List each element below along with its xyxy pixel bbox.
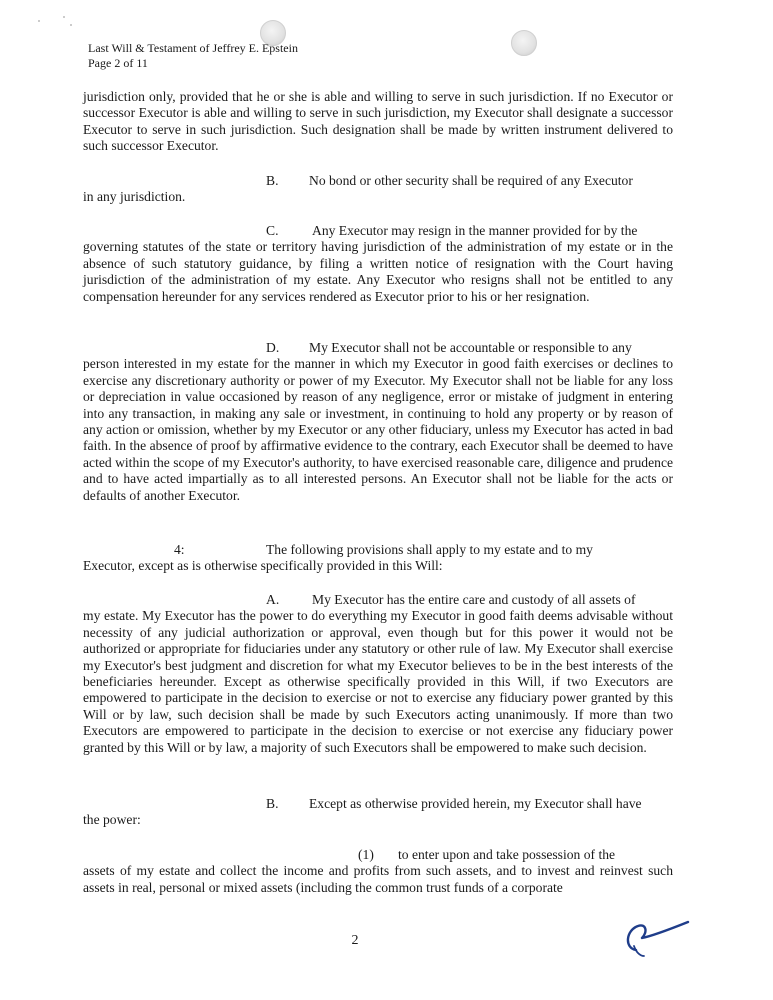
subclause-1-rest: assets of my estate and collect the income and profits from such assets, and to invest and reinvest such assets in real, personal or mixed assets (including the common trust funds of a corporate [83, 863, 673, 895]
paragraph-c [83, 223, 673, 305]
scan-speck [63, 16, 65, 18]
clause-b-rest: in any jurisdiction. [83, 189, 186, 205]
clause-c-lead: Any Executor may resign in the manner provided for by the [312, 223, 638, 238]
clause-label-b: B. [266, 173, 279, 188]
punch-hole-right [511, 30, 537, 56]
clause-label-4b: B. [266, 796, 279, 811]
subclause-label-1: (1) [358, 847, 374, 862]
paragraph-4b-1 [83, 847, 673, 896]
page-number: 2 [351, 933, 359, 948]
clause-label-4a: A. [266, 592, 280, 607]
scan-speck [70, 24, 72, 26]
clause-4b-rest: the power: [83, 812, 141, 828]
article-label-4: 4: [174, 542, 185, 557]
subclause-1-lead: to enter upon and take possession of the [398, 847, 616, 862]
clause-label-d: D. [266, 340, 280, 355]
clause-4a-rest: my estate. My Executor has the power to do everything my Executor in good faith deems advisable without necessity of any judicial authorization or approval, even though but for this power it would not be authorized or appropriate for fiduciaries under any statutory or other rule of law. My Executor shall exercise my Executor's best judgment and discretion for what my Executor believes to be in the best interests of the beneficiaries hereunder. Except as otherwise specifically provided in this Will, if two Executors are empowered to participate in the decision to exercise or not to exercise any fiduciary power granted by this Will or by law, such decision shall be made by such Executors acting unanimously. If more than two Executors are empowered to participate in the decision to exercise or not exercise any fiduciary power granted by this Will or by law, a majority of such Executors shall be empowered to make such decision. [83, 608, 673, 755]
paragraph-4a [83, 592, 673, 756]
header-page-info: Page 2 of 11 [88, 56, 148, 70]
article-4-rest: Executor, except as is otherwise specifically provided in this Will: [83, 558, 443, 574]
header-title: Last Will & Testament of Jeffrey E. Epstein [88, 41, 298, 55]
clause-d-lead: My Executor shall not be accountable or responsible to any [309, 340, 632, 355]
scan-speck [38, 20, 40, 22]
clause-b-lead: No bond or other security shall be required of any Executor [309, 173, 633, 188]
paragraph-4b [83, 796, 673, 829]
clause-d-rest: person interested in my estate for the manner in which my Executor in good faith exercises or declines to exercise any discretionary authority or power of my Executor. My Executor shall not be liable for any loss or depreciation in value occasioned by reason of any negligence, error or mistake of judgment in entering into any transaction, in making any sale or investment, in continuing to hold any property or by reason of any action or omission, whether by my Executor or any other fiduciary, unless my Executor has acted in bad faith. In the absence of proof by affirmative evidence to the contrary, each Executor shall be deemed to have acted within the scope of my Executor's authority, to have exercised reasonable care, diligence and prudence and to have acted impartially as to all interested persons. An Executor shall not be liable for the acts or defaults of another Executor. [83, 356, 674, 503]
paragraph-b [83, 173, 673, 206]
clause-c-rest: governing statutes of the state or territory having jurisdiction of the administration of my estate or in the absence of such statutory guidance, by filing a written notice of resignation with the Court having jurisdiction of the administration of my estate. Any Executor who resigns shall not be entitled to any compensation hereunder for any services rendered as Executor prior to his or her resignation. [83, 239, 673, 304]
page-header [88, 41, 298, 71]
article-4-lead: The following provisions shall apply to my estate and to my [266, 542, 593, 557]
clause-4a-lead: My Executor has the entire care and custody of all assets of [312, 592, 636, 607]
clause-label-c: C. [266, 223, 279, 238]
handwritten-initials [622, 912, 702, 962]
paragraph-d [83, 340, 673, 504]
paragraph-article-4 [83, 542, 673, 575]
clause-4b-lead: Except as otherwise provided herein, my Executor shall have [309, 796, 642, 811]
paragraph-continuation: jurisdiction only, provided that he or she is able and willing to serve in such jurisdiction. If no Executor or successor Executor is able and willing to serve in such jurisdiction, my Executor shall designate a successor Executor to serve in such jurisdiction. Such designation shall be made by written instrument delivered to such successor Executor. [83, 89, 673, 154]
